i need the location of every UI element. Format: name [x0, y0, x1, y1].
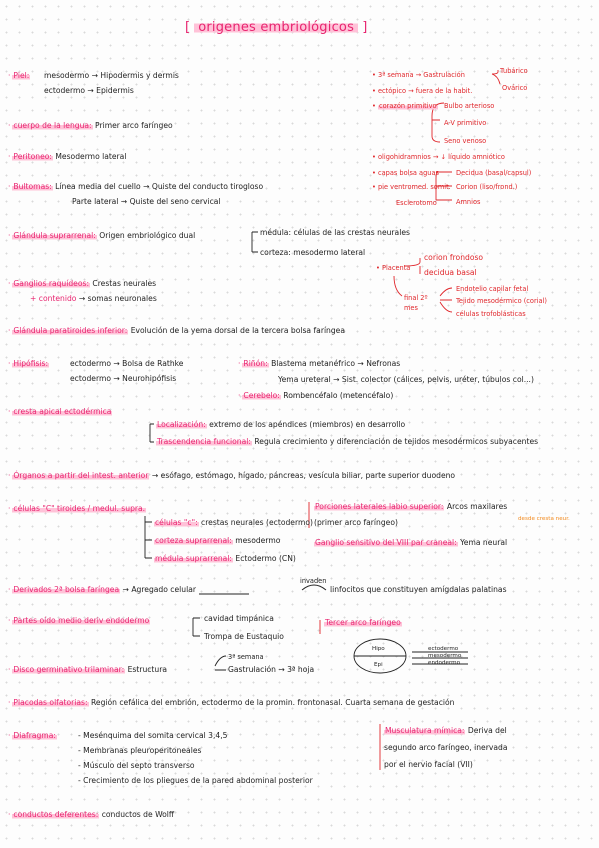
diafragma-line-4: - Crecimiento de los pliegues de la pared abdominal posterior	[78, 776, 313, 785]
cresta-line-1	[156, 420, 405, 430]
diafragma-heading: Diafragma:	[13, 731, 56, 740]
derivados-heading: Derivados 2ª bolsa faríngea	[13, 585, 120, 594]
cresta-localizacion-value: extremo de los apéndices (miembros) en desarrollo	[209, 420, 406, 429]
peritoneo-value: Mesodermo lateral	[55, 152, 127, 161]
av-label: A-V primitivo	[444, 119, 487, 127]
connector-disco	[215, 656, 226, 670]
hipofisis-line-2: ectodermo → Neurohipófisis	[70, 374, 177, 383]
endotelio-label: Endotelio capilar fetal	[456, 285, 529, 293]
disco-gastrulacion: Gastrulación → 3ª hoja	[228, 665, 315, 674]
porciones-line-2: (primer arco faríngeo)	[314, 518, 398, 527]
amnios-label: Amnios	[456, 198, 481, 206]
placenta-line: • Placenta	[376, 264, 411, 272]
final-mes: final 2º mes	[404, 294, 428, 312]
page-title-text: origenes embriológicos	[194, 20, 358, 35]
oligohidramnios-line: • oligohidramnios → ↓ líquido amniótico	[372, 153, 505, 161]
conductos-heading: conductos deferentes:	[13, 810, 99, 819]
rinon-section: · Riñón: Blastema metanéfrico → Nefronas	[238, 359, 401, 368]
ganglios-value: Crestas neurales	[92, 279, 157, 288]
gastrulacion-line: • 3ª semana → Gastrulación	[372, 71, 465, 79]
porciones-heading: Porciones laterales labio superior:	[315, 502, 444, 511]
celulas-c-label: células "c":	[155, 518, 198, 527]
bulbo-label: Bulbo arterioso	[444, 102, 495, 110]
corteza-label: corteza suprarrenal:	[155, 536, 232, 545]
lengua-value: Primer arco faríngeo	[95, 121, 173, 130]
paratiroides-heading: Glándula paratiroides inferior:	[13, 326, 128, 335]
connector-suprarrenal	[252, 232, 258, 252]
placodas-heading: Placodas olfatorias:	[13, 698, 88, 707]
celulas-line-3	[154, 554, 296, 564]
derivados-invaden: invaden	[300, 577, 327, 585]
bultomas-section: · Bultomas: Línea media del cuello → Quiste del conducto tirogloso	[8, 182, 264, 191]
paratiroides-value: Evolución de la yema dorsal de la tercera bolsa faríngea	[130, 326, 346, 335]
celulas-trof-label: células trofoblásticas	[456, 310, 526, 318]
cresta-section: · cresta apical ectodérmica	[8, 407, 112, 416]
organos-value: esófago, estómago, hígado, páncreas, vesícula biliar, parte superior duodeno	[160, 471, 456, 480]
cresta-heading: cresta apical ectodérmica	[13, 407, 112, 416]
suprarrenal-heading: Glándula suprarrenal:	[13, 231, 96, 240]
rinon-line-1: Blastema metanéfrico → Nefronas	[271, 359, 401, 368]
ganglios-section: · Ganglios raquídeos: Crestas neurales	[8, 279, 157, 288]
piel-heading: Piel:	[13, 71, 30, 80]
disco-estructura: Estructura	[127, 665, 168, 674]
lengua-section: · cuerpo de la lengua: Primer arco faríngeo	[8, 121, 173, 130]
hipofisis-line-1: ectodermo → Bolsa de Rathke	[70, 359, 184, 368]
ovarico-label: Ovárico	[502, 84, 528, 92]
disco-semana: 3ª semana	[228, 653, 264, 661]
porciones-line-1	[314, 502, 507, 512]
derivados-agregado: Agregado celular	[131, 585, 196, 594]
corazon-line: • corazón primitivo	[372, 102, 437, 110]
cerebelo-value: Rombencéfalo (metencéfalo)	[283, 391, 394, 400]
tubarico-label: Tubárico	[500, 67, 528, 75]
diafragma-line-3: - Músculo del septo transverso	[78, 761, 195, 770]
pie-line: • pie ventromed. somit.	[372, 183, 451, 191]
piel-line-2: ectodermo → Epidermis	[44, 86, 134, 95]
cerebelo-section: · Cerebelo: Rombencéfalo (metencéfalo)	[238, 391, 394, 400]
oido-tercer-arco: Tercer arco faríngeo	[325, 618, 401, 627]
porciones-value: Arcos maxilares	[446, 502, 508, 511]
musculatura-line-3: por el nervio facial (VII)	[384, 760, 473, 769]
connector-final	[394, 276, 402, 296]
conductos-value: conductos de Wolff	[101, 810, 175, 819]
derivados-section: · Derivados 2ª bolsa faríngea → Agregado celular	[8, 585, 196, 594]
tejido-label: Tejido mesodérmico (corial)	[456, 297, 547, 305]
diafragma-section: · Diafragma:	[8, 731, 56, 740]
capas-line: • capas bolsa aguas	[372, 169, 439, 177]
page-title: [ origenes embriológicos ]	[185, 20, 368, 35]
corteza-value: mesodermo	[235, 536, 281, 545]
connector-final-branches	[440, 288, 452, 312]
celulas-c-value: crestas neurales (ectodermo)	[201, 518, 313, 527]
ganglio-line	[314, 538, 507, 548]
seno-label: Seno venoso	[444, 137, 487, 145]
organos-section: · Órganos a partir del intest. anterior → esófago, estómago, hígado, páncreas, vesícula biliar, parte superior duodeno	[8, 471, 456, 480]
suprarrenal-value: Origen embriológico dual	[99, 231, 196, 240]
corion-frondoso: corion frondoso	[424, 253, 484, 262]
suprarrenal-section: · Glándula suprarrenal: Origen embriológico dual	[8, 231, 196, 240]
disco-section: · Disco germinativo trilaminar: Estructura	[8, 665, 168, 674]
celulas-line-1	[154, 518, 313, 528]
ganglios-line-2	[30, 294, 157, 304]
cresta-localizacion: Localización:	[157, 420, 206, 429]
decidua-label: Decidua (basal/capsul)	[456, 169, 532, 177]
organos-heading: Órganos a partir del intest. anterior	[13, 471, 149, 480]
ganglios-heading: Ganglios raquídeos:	[13, 279, 89, 288]
ganglio-note: desde cresta neur.	[518, 516, 570, 522]
cresta-trascendencia: Trascendencia funcional:	[157, 437, 251, 446]
ectopico-line: • ectópico → fuera de la habit.	[372, 87, 473, 95]
cerebelo-heading: Cerebelo:	[243, 391, 280, 400]
disco-endodermo: endodermo	[428, 660, 461, 666]
disco-epi-label: Epi	[374, 662, 383, 668]
celulas-line-2	[154, 536, 280, 546]
peritoneo-section: · Peritoneo: Mesodermo lateral	[8, 152, 127, 161]
bultomas-heading: Bultomas:	[13, 182, 52, 191]
ganglio-heading: Ganglio sensitivo del VIII par craneal:	[315, 538, 457, 547]
rinon-heading: Riñón:	[243, 359, 268, 368]
ganglios-somas: → somas neuronales	[78, 294, 157, 303]
disco-ectodermo: ectodermo	[428, 646, 459, 652]
hipofisis-section: · Hipófisis:	[8, 359, 49, 368]
paratiroides-section: · Glándula paratiroides inferior: Evolución de la yema dorsal de la tercera bolsa faríngea	[8, 326, 346, 335]
medula-label: médula suprarrenal:	[155, 554, 232, 563]
cresta-line-2	[156, 437, 538, 447]
piel-section: · Piel:	[8, 71, 30, 80]
decidua-basal: decidua basal	[424, 268, 477, 277]
conductos-section: · conductos deferentes: conductos de Wolff	[8, 810, 175, 819]
cresta-trascendencia-value: Regula crecimiento y diferenciación de tejidos mesodérmicos subyacentes	[254, 437, 539, 446]
rinon-line-2: Yema ureteral → Sist. colector (cálices, pelvis, uréter, túbulos col...)	[278, 375, 534, 384]
disco-hipo-label: Hipo	[372, 646, 385, 652]
derivados-value: linfocitos que constituyen amígdalas palatinas	[330, 585, 507, 594]
ganglio-value: Yema neural	[460, 538, 508, 547]
suprarrenal-corteza: corteza: mesodermo lateral	[260, 248, 366, 257]
oido-line-1: cavidad timpánica	[204, 614, 274, 623]
musculatura-value: Deriva del	[467, 726, 507, 735]
peritoneo-heading: Peritoneo:	[13, 152, 52, 161]
celulas-heading: células "C" tiroides / medul. supra.	[13, 504, 146, 513]
connector-celulas	[145, 516, 152, 558]
suprarrenal-medula: médula: células de las crestas neurales	[260, 228, 410, 237]
bultomas-line-1: Línea media del cuello → Quiste del conducto tirogloso	[55, 182, 264, 191]
oido-heading: Partes oído medio deriv endodermo	[13, 616, 150, 625]
oido-line-2: Trompa de Eustaquio	[204, 632, 284, 641]
celulas-section: · células "C" tiroides / medul. supra.	[8, 504, 146, 513]
ganglios-contenido: + contenido	[30, 294, 77, 303]
piel-line-1: mesodermo → Hipodermis y dermis	[44, 71, 179, 80]
diafragma-line-2: - Membranas pleuroperitoneales	[78, 746, 202, 755]
corion-label: Corion (liso/frond.)	[456, 183, 518, 191]
musculatura-line-1	[384, 726, 507, 736]
lengua-heading: cuerpo de la lengua:	[13, 121, 92, 130]
medula-value: Ectodermo (CN)	[235, 554, 296, 563]
connector-cresta	[150, 424, 154, 442]
oido-section: · Partes oído medio deriv endodermo	[8, 616, 150, 625]
hipofisis-heading: Hipófisis:	[13, 359, 49, 368]
esclerotomo-label: Esclerotomo	[396, 199, 437, 207]
bultomas-line-2: Parte lateral → Quiste del seno cervical	[72, 197, 221, 206]
musculatura-line-2: segundo arco faríngeo, inervada	[384, 743, 508, 752]
disco-heading: Disco germinativo trilaminar:	[13, 665, 125, 674]
musculatura-heading: Musculatura mímica:	[385, 726, 465, 735]
placodas-value: Región cefálica del embrión, ectodermo de la promin. frontonasal. Cuarta semana de gestación	[90, 698, 455, 707]
connector-gastrulacion	[492, 70, 500, 84]
disco-mesodermo: mesodermo	[428, 653, 462, 659]
placodas-section: · Placodas olfatorias: Región cefálica del embrión, ectodermo de la promin. frontonasal. Cuarta semana de gestación	[8, 698, 455, 707]
diafragma-line-1: - Mesénquima del somita cervical 3,4,5	[78, 731, 228, 740]
connector-oido	[193, 618, 200, 636]
